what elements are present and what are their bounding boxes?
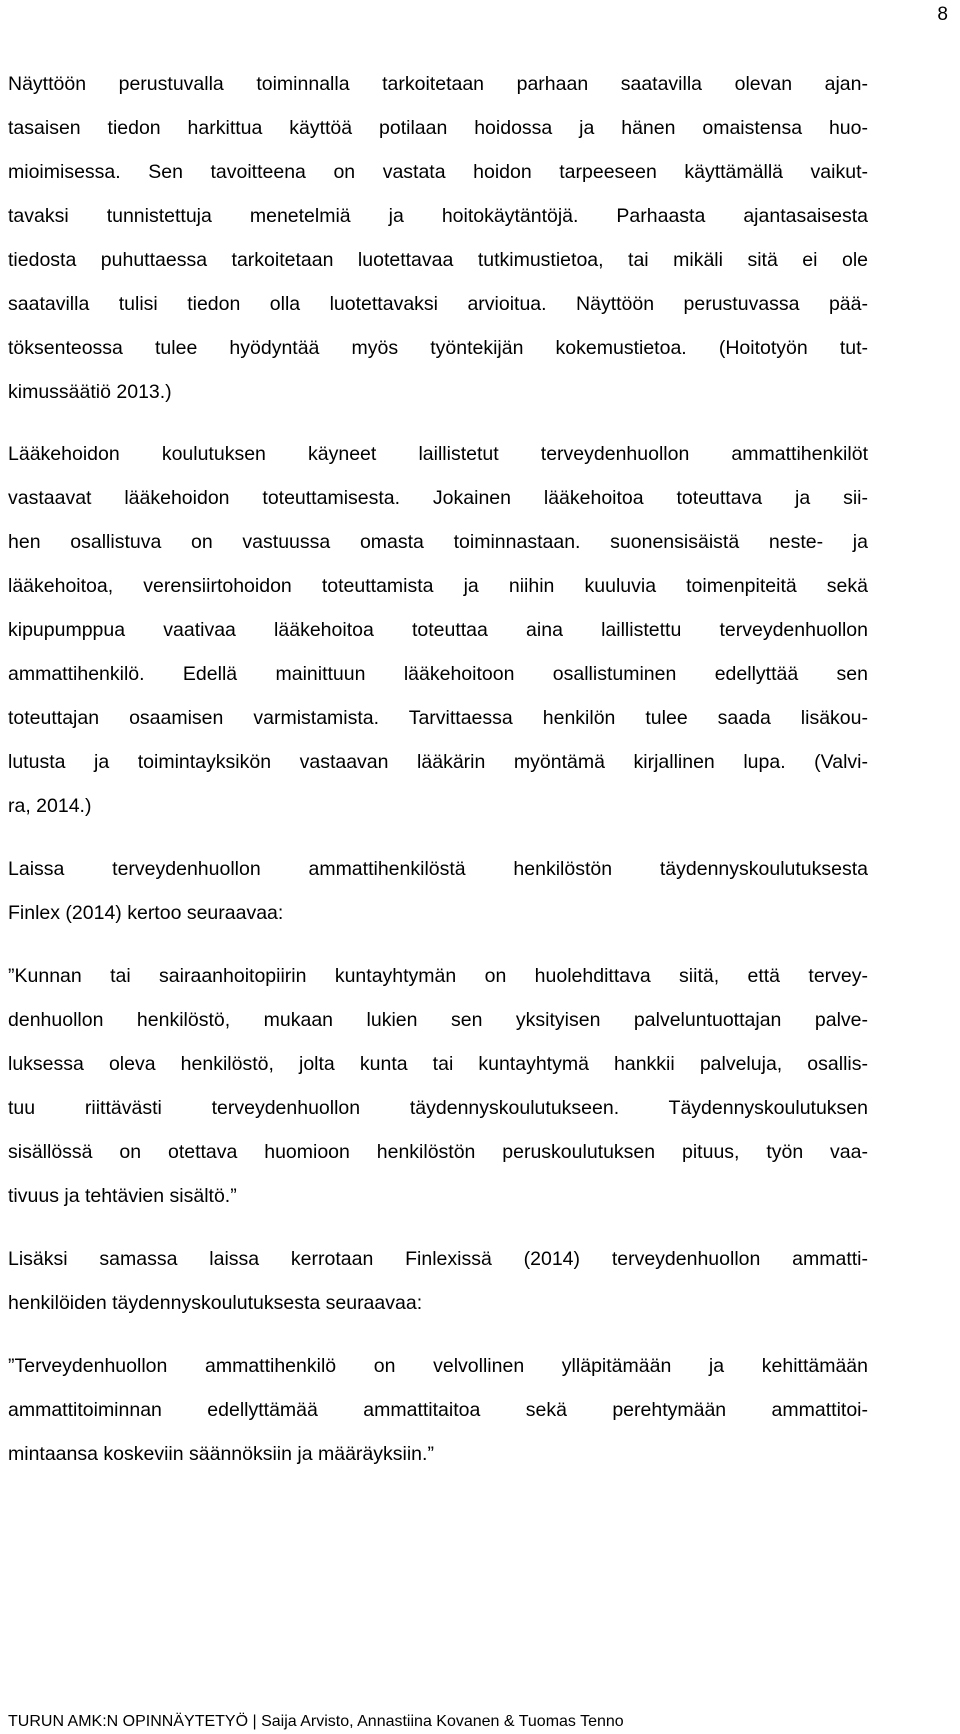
text-line: Finlex (2014) kertoo seuraavaa:: [8, 902, 284, 924]
text-line: luksessa oleva henkilöstö, jolta kunta tai kuntayhtymä hankkii palveluja, osallis-: [8, 1053, 868, 1075]
text-line: tuu riittävästi terveydenhuollon täydennyskoulutukseen. Täydennyskoulutuksen: [8, 1097, 868, 1119]
text-line: mioimisessa. Sen tavoitteena on vastata hoidon tarpeeseen käyttämällä vaikut-: [8, 161, 868, 183]
text-line: tiedosta puhuttaessa tarkoitetaan luotettavaa tutkimustietoa, tai mikäli sitä ei ole: [8, 249, 868, 271]
text-line: toteuttajan osaamisen varmistamista. Tarvittaessa henkilön tulee saada lisäkou-: [8, 707, 868, 729]
text-line: ammattitoiminnan edellyttämää ammattitaitoa sekä perehtymään ammattitoi-: [8, 1399, 868, 1421]
text-line: lutusta ja toimintayksikön vastaavan lääkärin myöntämä kirjallinen lupa. (Valvi-: [8, 751, 868, 773]
text-line: Lisäksi samassa laissa kerrotaan Finlexissä (2014) terveydenhuollon ammatti-: [8, 1248, 868, 1270]
text-line: kimussäätiö 2013.): [8, 381, 172, 403]
text-line: ”Kunnan tai sairaanhoitopiirin kuntayhtymän on huolehdittava siitä, että tervey-: [8, 965, 868, 987]
text-line: Näyttöön perustuvalla toiminnalla tarkoitetaan parhaan saatavilla olevan ajan-: [8, 73, 868, 95]
page-number: 8: [937, 4, 948, 25]
text-line: denhuollon henkilöstö, mukaan lukien sen yksityisen palveluntuottajan palve-: [8, 1009, 868, 1031]
text-line: Laissa terveydenhuollon ammattihenkilöstä henkilöstön täydennyskoulutuksesta: [8, 858, 868, 880]
text-line: ra, 2014.): [8, 795, 92, 817]
text-line: ”Terveydenhuollon ammattihenkilö on velvollinen ylläpitämään ja kehittämään: [8, 1355, 868, 1377]
text-line: lääkehoitoa, verensiirtohoidon toteuttamista ja niihin kuuluvia toimenpiteitä sekä: [8, 575, 868, 597]
text-line: tavaksi tunnistettuja menetelmiä ja hoitokäytäntöjä. Parhaasta ajantasaisesta: [8, 205, 868, 227]
text-line: henkilöiden täydennyskoulutuksesta seuraavaa:: [8, 1292, 423, 1314]
text-line: mintaansa koskeviin säännöksiin ja määräyksiin.”: [8, 1443, 434, 1465]
text-line: töksenteossa tulee hyödyntää myös työntekijän kokemustietoa. (Hoitotyön tut-: [8, 337, 868, 359]
text-line: sisällössä on otettava huomioon henkilöstön peruskoulutuksen pituus, työn vaa-: [8, 1141, 868, 1163]
text-line: ammattihenkilö. Edellä mainittuun lääkehoitoon osallistuminen edellyttää sen: [8, 663, 868, 685]
text-line: kipupumppua vaativaa lääkehoitoa toteuttaa aina laillistettu terveydenhuollon: [8, 619, 868, 641]
text-line: tasaisen tiedon harkittua käyttöä potilaan hoidossa ja hänen omaistensa huo-: [8, 117, 868, 139]
text-line: vastaavat lääkehoidon toteuttamisesta. Jokainen lääkehoitoa toteuttava ja sii-: [8, 487, 868, 509]
page-footer: TURUN AMK:N OPINNÄYTETYÖ | Saija Arvisto, Annastiina Kovanen & Tuomas Tenno: [8, 1713, 624, 1730]
text-line: Lääkehoidon koulutuksen käyneet laillistetut terveydenhuollon ammattihenkilöt: [8, 443, 868, 465]
text-line: tivuus ja tehtävien sisältö.”: [8, 1185, 237, 1207]
text-line: hen osallistuva on vastuussa omasta toiminnastaan. suonensisäistä neste- ja: [8, 531, 868, 553]
text-line: saatavilla tulisi tiedon olla luotettavaksi arvioitua. Näyttöön perustuvassa pää-: [8, 293, 868, 315]
